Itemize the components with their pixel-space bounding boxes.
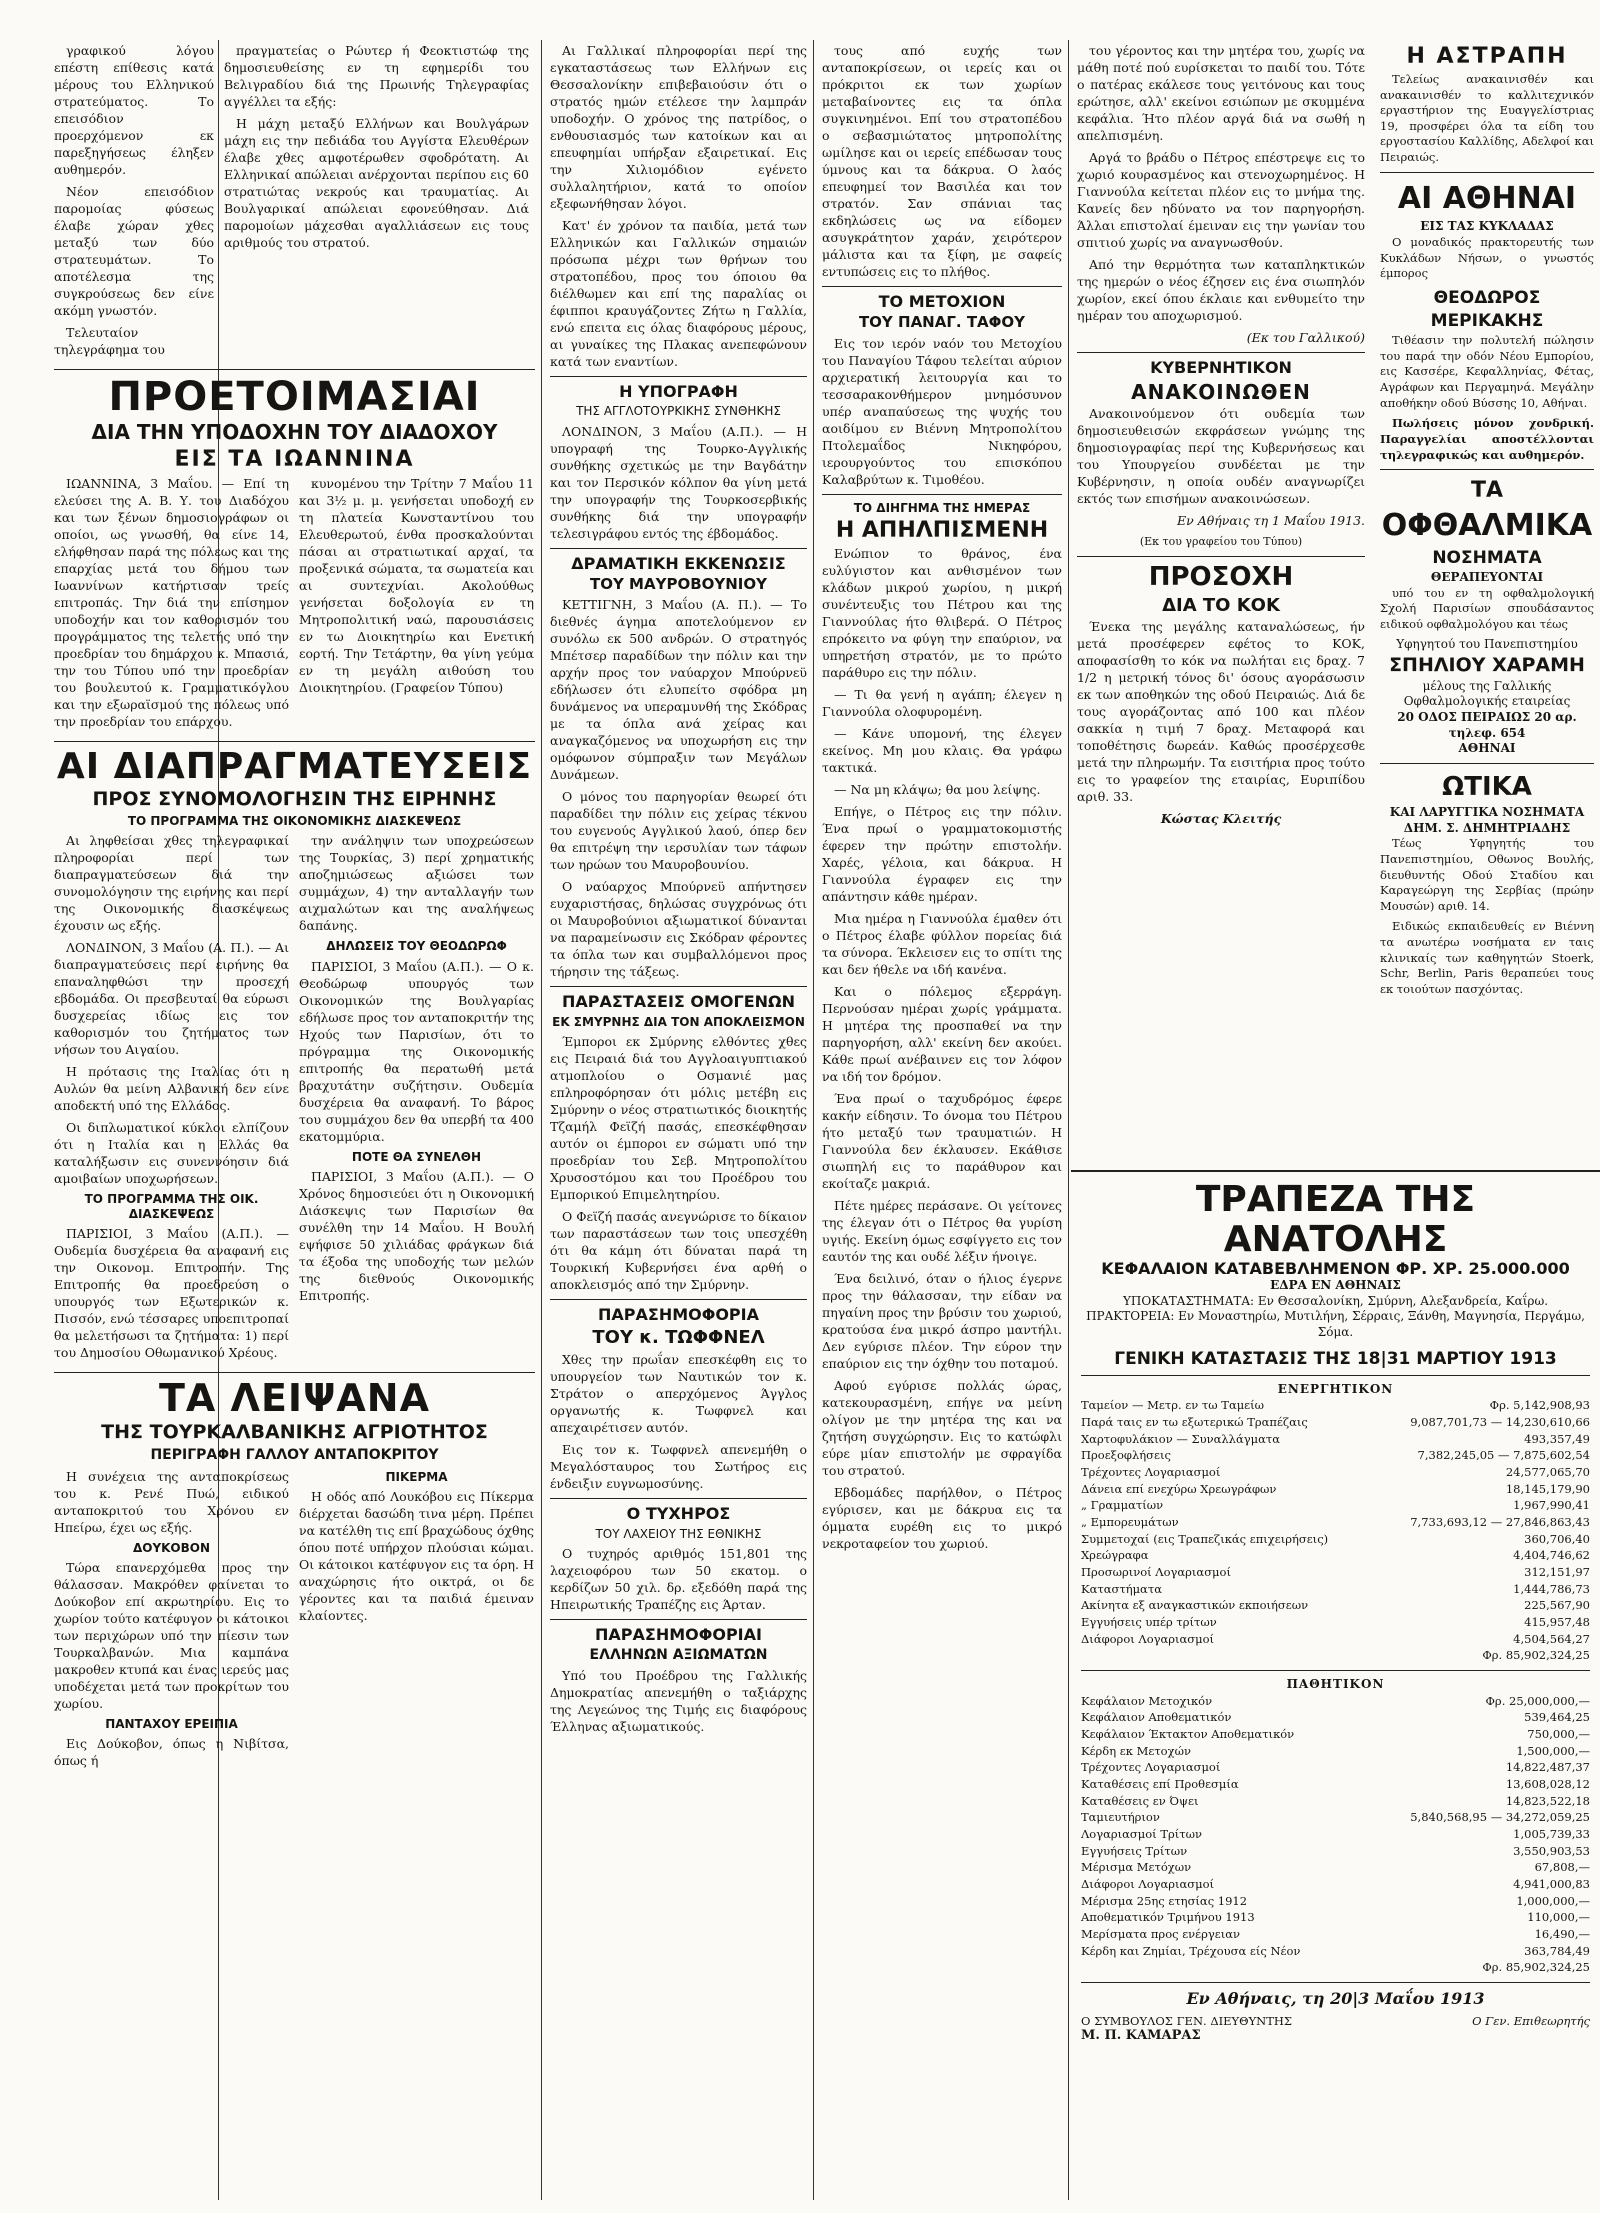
article-text: Εις τον κ. Τωφφνελ απενεμήθη ο Μεγαλόσταυρος του Σωτήρος εις ένδειξιν ευγνωμοσύνης.	[550, 1442, 807, 1492]
statement-row	[1081, 1793, 1590, 1810]
article-text: Μια ημέρα η Γιαννούλα έμαθεν ότι ο Πέτρος έλαβε φύλλον πορείας διά τα σύνορα. Έκλεισεν εις το σπίτι της και δεν ήθελε να ιδή κανένα.	[822, 911, 1062, 978]
article-text: Ένα δειλινό, όταν ο ήλιος έγερνε προς την θάλασσαν, την είδαν να πηγαίνη προς την βρύσιν του χωριού, κρατούσα ένα μικρό άσπρο μαντήλι. Δεν εγύρισε πλέον. Την εύρον την επαύριον εις την όχθην του ποταμού.	[822, 1271, 1062, 1372]
statement-row	[1081, 1859, 1590, 1876]
headline-preparations: ΠΡΟΕΤΟΙΜΑΣΙΑΙ	[108, 374, 481, 420]
statement-row	[1081, 1876, 1590, 1893]
row-value: 363,784,49	[1524, 1943, 1590, 1958]
subheadline: ΕΚ ΣΜΥΡΝΗΣ ΔΙΑ ΤΟΝ ΑΠΟΚΛΕΙΣΜΟΝ	[552, 1014, 805, 1029]
statement-row	[1081, 1481, 1590, 1498]
section-heading: ΠΑΡΑΣΗΜΟΦΟΡΙΑ	[598, 1305, 759, 1325]
subheadline: ΤΟΥ κ. ΤΩΦΦΝΕΛ	[592, 1326, 765, 1348]
signature: Κώστας Κλειτής	[1160, 810, 1282, 826]
article-text: Ενώπιον το θράνος, ένα ευλύγιστον και ανθισμένον των κλάδων μικρού χωρίου, η μικρή συνέντευξις του Πέτρου και της Γιαννούλας ήτο θλιβερά. Ο Πέτρος επρόκειτο να φύγη την επαύριον, να υπηρετήση στρατόν, με το πρώτο παράθυρο εις την πόλιν.	[822, 546, 1062, 681]
bank-statement	[1071, 1170, 1600, 2200]
column-2	[544, 42, 813, 2192]
section-heading: Ο ΤΥΧΗΡΟΣ	[626, 1504, 731, 1524]
row-label: Χαρτοφυλάκιον — Συναλλάγματα	[1081, 1431, 1280, 1446]
section-heading: ΔΟΥΚΟΒΟΝ	[132, 1540, 211, 1555]
section-heading: ΠΑΡΑΣΤΑΣΕΙΣ ΟΜΟΓΕΝΩΝ	[561, 992, 796, 1012]
article-text: Και ο πόλεμος εξερράγη. Περνούσαν ημέραι χωρίς γράμματα. Η μητέρα της προσπαθεί να την παρηγορήση, αλλ' εκείνη δεν ακούει. Κάθε πρωί ανέβαινεν εις τον λόφον να ιδή τον δρόμον.	[822, 984, 1062, 1085]
subheadline: ΤΟ ΠΡΟΓΡΑΜΜΑ ΤΗΣ ΟΙΚΟΝΟΜΙΚΗΣ ΔΙΑΣΚΕΨΕΩΣ	[127, 813, 462, 828]
ad-text: Τέως Υφηγητής του Πανεπιστημίου, Οθωνος Βουλής, διευθυντής Οδού Σταδίου και Καραγεώργη της Σερβίας (πρώην Μουσών) αριθ. 14.	[1380, 836, 1594, 913]
ad-name: ΣΠΗΛΙΟΥ ΧΑΡΑΜΗ	[1389, 654, 1585, 677]
statement-row	[1081, 1809, 1590, 1826]
article-text: ΛΟΝΔΙΝΟΝ, 3 Μαΐου (Α. Π.). — Αι διαπραγματεύσεις περί ειρήνης θα επαναληφθώσι την προσεχή εβδομάδα. Οι πρεσβευταί θα εύρωσι δυσχερείας ιδίως εις τον καθορισμόν του ζητήματος των νήσων του Αιγαίου.	[54, 940, 289, 1058]
row-label: Κεφάλαιον Μετοχικόν	[1081, 1693, 1213, 1708]
article-text: Εβδομάδες παρήλθον, ο Πέτρος εγύρισεν, και με δάκρυα εις τα όμματα ευρέθη εις το μικρό νεκροταφείον του χωριού.	[822, 1485, 1062, 1552]
statement-row	[1081, 1447, 1590, 1464]
row-value: 110,000,—	[1527, 1910, 1590, 1925]
subheadline: ΤΗΣ ΤΟΥΡΚΑΛΒΑΝΙΚΗΣ ΑΓΡΙΟΤΗΤΟΣ	[101, 1421, 488, 1443]
bank-seat: ΕΔΡΑ ΕΝ ΑΘΗΝΑΙΣ	[1270, 1278, 1401, 1293]
row-label: Ταμιευτήριον	[1081, 1810, 1160, 1825]
statement-row	[1081, 1647, 1590, 1664]
bank-agencies: ΠΡΑΚΤΟΡΕΙΑ: Εν Μοναστηρίω, Μυτιλήνη, Σέρραις, Ξάνθη, Μαγνησία, Περγάμω, Σόμα.	[1086, 1309, 1585, 1339]
article-text: Ένεκα της μεγάλης καταναλώσεως, ήν μετά προσέφερεν εφέτος το ΚΟΚ, αποφασίσθη το κόκ να πωλήται εις δραχ. 7 1/2 η μετρική τόνος δι' όσους αγοράσωσιν εκ των αποθηκών της οδού Πειραιώς. Διά δε τους αγοράζοντας από 100 και πλέον σακκία η τιμή 7 δραχ. Μεταφορά και τοποθέτησις δωρεάν. Καθώς προσέρχεσθε μετά την πληρωμήν. Τα εισιτήρια προς τούτο εις το γραφείον της εταιρίας, Ευριπίδου αριθ. 33.	[1077, 618, 1365, 804]
headline-negotiations: ΑΙ ΔΙΑΠΡΑΓΜΑΤΕΥΣΕΙΣ	[56, 746, 533, 788]
ad-subtitle: ΘΕΡΑΠΕΥΟΝΤΑΙ	[1430, 569, 1544, 584]
row-value: 14,822,487,37	[1505, 1760, 1590, 1775]
statement-row	[1081, 1614, 1590, 1631]
subheadline: ΤΟΥ ΠΑΝΑΓ. ΤΑΦΟΥ	[858, 313, 1026, 332]
subheadline: ΔΙΑ ΤΗΝ ΥΠΟΔΟΧΗΝ ΤΟΥ ΔΙΑΔΟΧΟΥ	[91, 420, 498, 444]
bank-status-title: ΓΕΝΙΚΗ ΚΑΤΑΣΤΑΣΙΣ ΤΗΣ 18|31 ΜΑΡΤΙΟΥ 1913	[1114, 1348, 1557, 1369]
row-value: 1,967,990,41	[1513, 1498, 1590, 1513]
article-text: του γέροντος και την μητέρα του, χωρίς να μάθη ποτέ πού ευρίσκεται το παιδί του. Τότε ο πατέρας εκάλεσε τους γειτόνους και τους ερώτησε, αλλ' εκείνοι εσιώπων με σκυμμένα κεφάλια. Ήτο πλέον αργά διά να σωθή η απελπισμένη.	[1077, 43, 1365, 143]
row-label: Τρέχοντες Λογαριασμοί	[1081, 1464, 1221, 1479]
statement-row	[1081, 1431, 1590, 1448]
ad-text: υπό του εν τη οφθαλμολογική Σχολή Παρισίων σπουδάσαντος ειδικού οφθαλμολόγου και τέως	[1380, 585, 1594, 631]
article-text: ΠΑΡΙΣΙΟΙ, 3 Μαΐου (Α.Π.). — Ο Χρόνος δημοσιεύει ότι η Οικονομική Διάσκεψις των Παρισίων θα συνέλθη την 14 Μαΐου. Η Βουλή εψήφισε 50 χιλιάδας φράγκων διά τα έξοδα της υποδοχής των μελών της διεθνούς Οικονομικής Επιτροπής.	[299, 1169, 534, 1304]
row-value: 4,941,000,83	[1513, 1876, 1590, 1891]
statement-row	[1081, 1943, 1590, 1960]
dateline: Εν Αθήναις τη 1 Μαΐου 1913.	[1177, 513, 1365, 529]
article-text: Αργά το βράδυ ο Πέτρος επέστρεψε εις το χωριό κουρασμένος και στενοχωρημένος. Η Γιαννούλα κείτεται πλέον εις το μνήμα της. Κανείς δεν ηδύνατο να τον παρηγορήση. Άλλαι επιστολαί έμειναν εις την γωνίαν του σπιτιού χωρίς να αναγνωσθούν.	[1077, 150, 1365, 250]
article-text: Οι διπλωματικοί κύκλοι ελπίζουν ότι η Ιταλία και η Ελλάς θα καταλήξωσιν εις συνεννόησιν διά αμοιβαίων υποχωρήσεων.	[54, 1120, 289, 1187]
article-text: — Τι θα γενή η αγάπη; έλεγεν η Γιαννούλα ολοφυρομένη.	[822, 687, 1062, 720]
ad-subtitle: ΝΟΣΗΜΑΤΑ	[1432, 547, 1542, 568]
row-label: Κέρδη και Ζημίαι, Τρέχουσα είς Νέον	[1081, 1943, 1301, 1958]
headline-remains: ΤΑ ΛΕΙΨΑΝΑ	[159, 1376, 430, 1421]
statement-row	[1081, 1547, 1590, 1564]
bank-date: Εν Αθήναις, τη 20|3 Μαΐου 1913	[1186, 1988, 1485, 2008]
article-text: — Κάνε υπομονή, της έλεγεν εκείνος. Μη μου κλαις. Θα γράφω τακτικά.	[822, 726, 1062, 776]
article-text: Αι Γαλλικαί πληροφορίαι περί της εγκαταστάσεως των Ελλήνων εις Θεσσαλονίκην επιβεβαιούσιν ότι ο στρατός ημών ετέλεσε την λαμπράν υποδοχήν. Ο χρόνος της πατρίδος, ο ενθουσιασμός των κατοίκων και αι επευφημίαι υπήρξαν εξαιρετικαί. Εις την Χιλιομόδιον εγένετο συλλαλητήριον, κατά το οποίον εξεφωνήθησαν λόγοι.	[550, 43, 807, 211]
article-text: ΚΕΤΤΙΓΝΗ, 3 Μαΐου (Α. Π.). — Το διεθνές άγημα αποτελούμενον εν συνόλω εκ 500 ανδρών. Ο στρατηγός Μπέτσερ παραδίδων την πόλιν και την αρχήν προς τον ναύαρχον Μπούρνεϋ εδήλωσεν ότι ελυπείτο σφόδρα μη δυνάμενος να υπεραμυνθή της Σκόδρας με τα όπλα ανά χείρας και αναγκαζόμενος να υποχωρήση εις την ομόφωνον σύμπραξιν των Μεγάλων Δυνάμεων.	[550, 597, 807, 783]
statement-row	[1081, 1464, 1590, 1481]
row-value: 360,706,40	[1524, 1531, 1590, 1546]
row-value: 1,500,000,—	[1516, 1743, 1590, 1758]
statement-row	[1081, 1776, 1590, 1793]
ad-text: μέλους της Γαλλικής Οφθαλμολογικής εταιρείας	[1403, 678, 1571, 709]
statement-row	[1081, 1597, 1590, 1614]
ad-title: ΤΑ	[1470, 478, 1504, 504]
article-text: ΙΩΑΝΝΙΝΑ, 3 Μαΐου. — Επί τη ελεύσει της Α. Β. Υ. του Διαδόχου και των ξένων δημοσιογράφων οι οποίοι, ως γνωσθή, θα είνε 14, ελήφθησαν παρά της πόλεως και της επαρχίας μετά του δήμου των Ιωαννίνων κατήρτισαν τρείς επιτροπάς. Την διά την επίσημον υποδοχήν και τον καθορισμόν του προγράμματος της τελετής υπό την προεδρίαν του δημάρχου κ. Μπασιά, την του Τύπου υπό την προεδρίαν του βουλευτού κ. Γραμματικόγλου και την εξωραϊσμού της πόλεως υπό την προεδρίαν του επάρχου.	[54, 476, 289, 730]
row-value: Φρ. 25,000,000,—	[1485, 1693, 1590, 1708]
row-label: Καταστήματα	[1081, 1581, 1162, 1596]
row-label: Εγγυήσεις υπέρ τρίτων	[1081, 1614, 1217, 1629]
article-text: την ανάληψιν των υποχρεώσεων της Τουρκίας, 3) περί χρηματικής αποζημιώσεως αξιώσει των συμμάχων, 4) την ανταλλαγήν των αιχμαλώτων και της αναλήψεως δαπάνης.	[299, 833, 534, 934]
statement-row	[1081, 1743, 1590, 1760]
statement-row	[1081, 1531, 1590, 1548]
source-note: (Εκ του Γαλλικού)	[1246, 330, 1365, 345]
statement-row	[1081, 1581, 1590, 1598]
row-value: 225,567,90	[1524, 1598, 1590, 1613]
ad-title: Η ΑΣΤΡΑΠΗ	[1406, 44, 1568, 69]
ad-text: Τιθέασιν την πολυτελή πώλησιν του παρά την οδόν Νέου Εμπορίου, εις Κασσέρε, Κεφαλληνίας, Φέτας, Αγράφων και Περγαμηνά. Μεγάλην αποθήκην οδού Βύσσης 10, Αθήναι.	[1380, 333, 1594, 410]
story-title: Η ΑΠΗΛΠΙΣΜΕΝΗ	[835, 518, 1049, 544]
section-heading: Η ΥΠΟΓΡΑΦΗ	[619, 382, 738, 401]
assets-table	[1081, 1397, 1590, 1664]
statement-row	[1081, 1397, 1590, 1414]
row-label: Προεξοφλήσεις	[1081, 1448, 1171, 1463]
article-text: Αφού εγύρισε πολλάς ώρας, κατεκουρασμένη, επήγε να μείνη ολίγον με την μητέρα της και να ζητήση συγχώρησιν. Εις το κατώφλι εύρε μίαν επιστολήν με σφραγίδα του στρατού.	[822, 1378, 1062, 1479]
row-label: Ακίνητα εξ αναγκαστικών εκποιήσεων	[1081, 1598, 1309, 1613]
section-heading: ΠΑΡΑΣΗΜΟΦΟΡΙΑΙ	[595, 1625, 762, 1645]
row-value: 4,504,564,27	[1513, 1631, 1590, 1646]
subheadline: ΑΝΑΚΟΙΝΩΘΕΝ	[1131, 380, 1311, 405]
row-label: Κέρδη εκ Μετοχών	[1081, 1743, 1191, 1758]
ad-city: ΑΘΗΝΑΙ	[1458, 741, 1516, 756]
row-label: Διάφοροι Λογαριασμοί	[1081, 1631, 1215, 1646]
column-3	[816, 42, 1068, 2192]
row-label: Μέρισμα Μετόχων	[1081, 1860, 1192, 1875]
subheadline: ΤΟΥ ΜΑΥΡΟΒΟΥΝΙΟΥ	[589, 575, 767, 594]
row-value: 9,087,701,73 — 14,230,610,66	[1410, 1414, 1590, 1429]
article-text: Ο Φεϊζή πασάς ανεγνώρισε το δίκαιον των παραστάσεων των τοις υπεσχέθη ότι θα κάμη ότι δύναται παρά τη Τουρκική Κυβερνήσει ένα αρθή ο αποκλεισμός από την Σμύρνην.	[550, 1209, 807, 1293]
row-value: 415,957,48	[1524, 1614, 1590, 1629]
article-text: Εις τον ιερόν ναόν του Μετοχίου του Παναγίου Τάφου τελείται αύριον αρχιερατική λειτουργία και το τεσσαρακονθήμερον μνημόσυνον υπέρ αναπαύσεως της ψυχής του αοιδίμου εν Βιέννη Μητροπολίτου Πτολεμαΐδος Νικηφόρου, ιερουργούντος του επισκόπου Καλαβρύτων κ. Τιμοθέου.	[822, 335, 1062, 487]
statement-row	[1081, 1564, 1590, 1581]
article-text: Κατ' έν χρόνον τα παιδία, μετά των Ελληνικών και Γαλλικών σημαιών πρόσωπα μέχρι των θρήνων του στρατοπέδου, προς του όποιου θα διέλθωμεν και επί της παραλίας οι έφιπποι κραυγάζοντες Ζήτω η Γαλλία, ενώ επειτα εις όλας διαφόρους μέρους, αι γυναίκες της Πλακας ανεπεφώνουν κατά των εναντίων.	[550, 218, 807, 369]
row-value: 18,145,179,90	[1505, 1481, 1590, 1496]
row-value: 312,151,97	[1524, 1564, 1590, 1579]
statement-row	[1081, 1709, 1590, 1726]
article-text: Η οδός από Λουκόβου εις Πίκερμα διέρχεται δασώδη τινα μέρη. Πρέπει να κατέλθη τις επί βραχώδους όχθης όπου ποτέ υπήρχον πλούσιαι κώμαι. Οι κάτοικοι κατέφυγον εις τα όρη. Η αναχώρησις ήτο οικτρά, οι δε γέροντες και τα παιδιά έμειναν κλαίοντες.	[299, 1489, 534, 1624]
row-label: Συμμετοχαί (εις Τραπεζικάς επιχειρήσεις)	[1081, 1531, 1329, 1546]
signatory-role: Ο ΣΥΜΒΟΥΛΟΣ ΓΕΝ. ΔΙΕΥΘΥΝΤΗΣ	[1081, 2013, 1293, 2028]
row-label: Ταμείον — Μετρ. εν τω Ταμείω	[1081, 1398, 1265, 1413]
statement-row	[1081, 1926, 1590, 1943]
row-value: 1,444,786,73	[1513, 1581, 1590, 1596]
liabilities-heading: ΠΑΘΗΤΙΚΟΝ	[1286, 1676, 1385, 1691]
article-text: τους από ευχής των ανταποκρίσεων, οι ιερείς και οι πρόκριτοι εκ των χωρίων μεταβαίνοντες εις τα όπλα συγκινημένοι. Επί του στρατοπέδου ο σεβασμιώτατος μητροπολίτης ωμίλησε και οι ιερείς επέδωσαν τους ύμνους και τα δάκρυα. Ο λαός επευφημεί τον Βασιλέα και τον στρατόν. Σαν σπάνιαι τας εκδηλώσεις ως να είδομεν ασυγκράτητον χαράν, χειρότερον μάλιστα και τα ξίφη, με σαφείς εντυπώσεις εις το πλήθος.	[822, 43, 1062, 279]
ad-text: Πωλήσεις μόνον χονδρική. Παραγγελίαι αποστέλλονται τηλεγραφικώς και αυθημερόν.	[1380, 416, 1594, 462]
article-text: Επήγε, ο Πέτρος εις την πόλιν. Ένα πρωί ο γραμματοκομιστής έφερεν την πρώτην επιστολήν. Χαρές, γέλοια, και δάκρυα. Η Γιαννούλα έγραφεν εις την απάντησιν κάθε ημέραν.	[822, 804, 1062, 905]
signatory-name: Μ. Π. ΚΑΜΑΡΑΣ	[1081, 2027, 1201, 2043]
article-text: Ο τυχηρός αριθμός 151,801 της λαχειοφόρου των 50 εκατομ. ο κερδίζων 50 χιλ. δρ. εξεδόθη παρά της Ηπειρωτικής Τραπέζης εις Άρταν.	[550, 1546, 807, 1613]
row-label: Δάνεια επί ενεχύρω Χρεωγράφων	[1081, 1481, 1277, 1496]
article-text: Χθες την πρωΐαν επεσκέφθη εις το υπουργείον των Ναυτικών τον κ. Στράτον ο απερχόμενος Άγγλος οργανωτής κ. Τωφφνελ και απεχαιρέτισεν αυτόν.	[550, 1352, 807, 1436]
statement-row	[1081, 1414, 1590, 1431]
row-value: 5,840,568,95 — 34,272,059,25	[1410, 1810, 1590, 1825]
bank-capital: ΚΕΦΑΛΑΙΟΝ ΚΑΤΑΒΕΒΛΗΜΕΝΟΝ ΦΡ. ΧΡ. 25.000.000	[1101, 1259, 1570, 1279]
subheadline: ΠΕΡΙΓΡΑΦΗ ΓΑΛΛΟΥ ΑΝΤΑΠΟΚΡΙΤΟΥ	[150, 1446, 439, 1463]
subheadline: ΕΙΣ ΤΑ ΙΩΑΝΝΙΝΑ	[174, 447, 415, 472]
article-text: πραγματείας ο Ρώυτερ ή Φεοκτιστώφ της δημοσιευθείσης εν τη εφημερίδι του Βελιγραδίου διά της Πρωινής Τηλεγραφίας αγγέλλει τα εξής:	[224, 43, 529, 109]
article-text: ΠΑΡΙΣΙΟΙ, 3 Μαΐου (Α.Π.). — Ο κ. Θεοδώρωφ υπουργός των Οικονομικών της Βουλγαρίας εδήλωσε προς τον ανταποκριτήν της Ηχούς των Παρισίων, ότι το πρόγραμμα της Οικονομικής επιτροπής θα περατωθή μετά βραχυτάτην συζήτησιν. Ουδεμία δυσχέρεια θα αναφανή. Το βάρος του συμμάχου δεν θα υπερβή τα 400 εκατομμύρια.	[299, 958, 534, 1144]
article-text: Ένα πρωί ο ταχυδρόμος έφερε κακήν είδησιν. Το όνομα του Πέτρου ήτο μεταξύ των τραυματιών. Η Γιαννούλα δεν έκλαυσεν. Εκάθισε σιωπηλή εις το παράθυρον και εκοίταζε μακριά.	[822, 1091, 1062, 1192]
ad-address: 20 ΟΔΟΣ ΠΕΙΡΑΙΩΣ 20 αρ. τηλεφ. 654	[1397, 710, 1577, 740]
article-text: ΠΑΡΙΣΙΟΙ, 3 Μαΐου (Α.Π.). — Ουδεμία δυσχέρεια θα αναφανή εις την Οικονομ. Επιτροπήν. Της Επιτροπής θα προεδρεύση ο υπουργός των Εξωτερικών κ. Πισσόν, ενώ τέσσαρες υποεπιτροπαί θα μελετήσωσι τα ζητήματα: 1) περί του Δημοσίου Οθωμανικού Χρέους.	[54, 1226, 289, 1361]
article-text: Ανακοινούμενον ότι ουδεμία των δημοσιευθεισών εκφράσεων γνώμης της δημοσιογραφίας περί της Κυβερνήσεως και του Υπουργείου συνδέεται με την Κυβέρνησιν, η οποία ουδέν αναγνωρίζει εκτός των επισήμων ανακοινώσεων.	[1077, 406, 1365, 507]
row-value: 16,490,—	[1534, 1926, 1590, 1941]
row-value: 13,608,028,12	[1505, 1776, 1590, 1791]
article-text: Έμποροι εκ Σμύρνης ελθόντες χθες εις Πειραιά διά του Αγγλοαιγυπτιακού ατμοπλοίου ο Οσμανιέ μας επληροφόρησαν ότι μόλις μετέβη εις Σμύρνην ο νέος στρατιωτικός διοικητής Τζαμήλ Φεϊζή πασάς, επεσκέφθησαν αυτόν οι έμποροι εν σώματι υπό την προεδρίαν του Σεβ. Μητροπολίτου Χρυσοστόμου και του Προέδρου του Εμπορικού Επιμελητηρίου.	[550, 1034, 807, 1203]
row-label: Τρέχοντες Λογαριασμοί	[1081, 1760, 1221, 1775]
row-value: 67,808,—	[1534, 1860, 1590, 1875]
statement-row	[1081, 1959, 1590, 1976]
assets-heading: ΕΝΕΡΓΗΤΙΚΟΝ	[1277, 1381, 1394, 1396]
column-rule	[541, 40, 542, 2200]
ad-title: ΩΤΙΚΑ	[1442, 771, 1532, 802]
statement-row	[1081, 1843, 1590, 1860]
statement-row	[1081, 1726, 1590, 1743]
row-label: Κεφάλαιον Αποθεματικόν	[1081, 1710, 1232, 1725]
row-value: 1,000,000,—	[1516, 1893, 1590, 1908]
row-value: 539,464,25	[1524, 1710, 1590, 1725]
row-label: Καταθέσεις επί Προθεσμία	[1081, 1776, 1239, 1791]
ad-subtitle: ΚΑΙ ΛΑΡΥΓΓΙΚΑ ΝΟΣΗΜΑΤΑ	[1389, 805, 1585, 820]
row-value: Φρ. 85,902,324,25	[1482, 1648, 1590, 1663]
bank-branches: ΥΠΟΚΑΤΑΣΤΗΜΑΤΑ: Εν Θεσσαλονίκη, Σμύρνη, Αλεξανδρεία, Καΐρω.	[1122, 1293, 1549, 1308]
row-label: Προσωρινοί Λογαριασμοί	[1081, 1564, 1231, 1579]
ad-name: ΔΗΜ. Σ. ΔΗΜΗΤΡΙΑΔΗΣ	[1403, 820, 1571, 835]
section-label: ΤΟ ΔΙΗΓΗΜΑ ΤΗΣ ΗΜΕΡΑΣ	[853, 500, 1031, 515]
statement-row	[1081, 1631, 1590, 1648]
row-value: 750,000,—	[1527, 1726, 1590, 1741]
section-heading: ΤΟ ΜΕΤΟΧΙΟΝ	[878, 292, 1006, 311]
ad-text: Τελείως ανακαινισθέν και ανακαινισθέν το καλλιτεχνικόν εργαστήριον της Ευαγγελίστριας 19, προσφέρει όλα τα είδη του εργοστασίου Καλλίδης, Αδελφοί και Πειραιώς.	[1380, 71, 1594, 165]
article-text: Η μάχη μεταξύ Ελλήνων και Βουλγάρων μάχη εις την πεδιάδα του Αγγίστα Ελευθέρων έλαβε χθες αμφοτέρωθεν σφοδρότατη. Αι Ελληνικαί απώλειαι ανέρχονται περίπου εις 60 στρατιώτας νεκρούς και τραυματίας. Αι Βουλγαρικαί απώλειαι εφονεύθησαν. Διά παρομοίων μάχεσθαι αγαλλιάσεων εις τους αριθμούς του στρατού.	[224, 116, 529, 250]
statement-row	[1081, 1826, 1590, 1843]
statement-row	[1081, 1693, 1590, 1710]
article-text: Νέον επεισόδιον παρομοίας φύσεως έλαβε χώραν χθες μεταξύ των δύο στρατευμάτων. Το αποτέλεσμα της συγκρούσεως δεν είνε ακόμη γνωστόν.	[54, 184, 214, 318]
column-rule	[813, 40, 814, 2200]
row-label: „ Εμπορευμάτων	[1081, 1514, 1179, 1529]
section-heading: ΤΟ ΠΡΟΓΡΑΜΜΑ ΤΗΣ ΟΙΚ. ΔΙΑΣΚΕΨΕΩΣ	[84, 1192, 259, 1221]
article-text: Ο ναύαρχος Μπούρνεϋ απήντησεν ευχαριστήσας, δηλώσας συγχρόνως ότι οι Μαυροβούνιοι αξιωματικοί δύνανται να παραμείνωσιν εις Σκόδραν φέροντες τα όπλα των και συμβαλλόμενοι προς τήρησιν της τάξεως.	[550, 879, 807, 980]
signatory-role: Ο Γεν. Επιθεωρητής	[1472, 2013, 1590, 2028]
row-value: 493,357,49	[1524, 1431, 1590, 1446]
article-text: ΛΟΝΔΙΝΟΝ, 3 Μαΐου (Α.Π.). — Η υπογραφή της Τουρκο-Αγγλικής συνθήκης σχετικώς με την Βαγδάτην και τον Περσικόν κόλπον θα γίνη μετά την υπογραφήν της Τουρκοσερβικής συνθήκης διά την υπογραφήν τελεσιγράφου εντός της έβδομάδος.	[550, 423, 807, 541]
article-text: Η πρότασις της Ιταλίας ότι η Αυλών θα μείνη Αλβανική δεν είνε αποδεκτή υπό της Ελλάδος.	[54, 1064, 289, 1114]
bank-title: ΤΡΑΠΕΖΑ ΤΗΣ ΑΝΑΤΟΛΗΣ	[1195, 1179, 1476, 1260]
article-text: γραφικού λόγου επέστη επίθεσις κατά μέρους του Ελληνικού στρατεύματος. Το επεισόδιον προερχόμενον εκ παρεξηγήσεως έληξεν αυθημερόν.	[54, 43, 214, 177]
ad-text: Ο μοναδικός πρακτορευτής των Κυκλάδων Νήσων, ο γνωστός έμπορος	[1380, 235, 1594, 281]
section-heading: ΚΥΒΕΡΝΗΤΙΚΟΝ	[1150, 358, 1292, 377]
row-label: Εγγυήσεις Τρίτων	[1081, 1843, 1188, 1858]
row-value: 14,823,522,18	[1505, 1793, 1590, 1808]
row-label: Μερίσματα προς ενέργειαν	[1081, 1926, 1240, 1941]
article-text: Η συνέχεια της ανταποκρίσεως του κ. Ρενέ Πυώ, ειδικού ανταποκριτού του Χρόνου εν Ηπείρω, έχει ως εξής.	[54, 1468, 289, 1535]
statement-row	[1081, 1759, 1590, 1776]
statement-row	[1081, 1514, 1590, 1531]
ad-text: Ειδικώς εκπαιδευθείς εν Βιέννη τα ανωτέρω νοσήματα εν ταις κλινικαίς των καθηγητών Stoerk, Schr, Berlin, Paris θεραπεύει τους εκ τοιούτων πασχόντας.	[1380, 919, 1594, 996]
row-label: Αποθεματικόν Τριμήνου 1913	[1081, 1910, 1255, 1925]
article-text: κυνομένου την Τρίτην 7 Μαΐου 11 και 3½ μ. μ. γενήσεται υποδοχή εν τη πλατεία Κωνσταντίνου του Ελευθερωτού, ένθα προσκαλούνται πάσαι αι στρατιωτικαί αρχαί, τα προξενικά σώματα, τα σωματεία και αι συντεχνίαι. Ακολούθως γενήσεται δοξολογία εν τη Μητροπολιτική ναώ, παρουσιάσεις εν τω Διοικητηρίω και Ενετική εορτή. Την Τετάρτην, θα γίνη γεύμα εν τη μεγάλη αιθούση του Διοικητηρίου. (Γραφείον Τύπου)	[299, 476, 534, 696]
subheadline: ΠΡΟΣ ΣΥΝΟΜΟΛΟΓΗΣΙΝ ΤΗΣ ΕΙΡΗΝΗΣ	[92, 788, 497, 811]
row-label: Λογαριασμοί Τρίτων	[1081, 1826, 1202, 1841]
row-value: 1,005,739,33	[1513, 1826, 1590, 1841]
row-value: 4,404,746,62	[1513, 1548, 1590, 1563]
row-value: Φρ. 85,902,324,25	[1482, 1960, 1590, 1975]
article-text: Τελευταίον τηλεγράφημα του	[54, 325, 165, 357]
section-heading: ΔΡΑΜΑΤΙΚΗ ΕΚΚΕΝΩΣΙΣ	[571, 553, 786, 573]
article-text: Τώρα επανερχόμεθα προς την θάλασσαν. Μακρόθεν φαίνεται το Δούκοβον επί ακρωτηρίου. Εις το χωρίον τούτο κατέφυγον οι κάτοικοι των περιχώρων υπό την πίεσιν των Τουρκαλβανών. Μια καμπάνα μακροθεν κτυπά και ένας ιερεύς μας υποδέχεται μετά των προκρίτων του χωρίου.	[54, 1560, 289, 1712]
article-text: Πέτε ημέρες περάσανε. Οι γείτονες της έλεγαν ότι ο Πέτρος θα γυρίση υγιής. Εκείνη όμως εσφίγγετο εις τον εαυτόν της και ουδέ λέξιν ήνοιγε.	[822, 1198, 1062, 1265]
subheadline: ΤΟΥ ΛΑΧΕΙΟΥ ΤΗΣ ΕΘΝΙΚΗΣ	[595, 1526, 762, 1541]
column-1	[48, 42, 541, 2192]
ad-title: ΟΦΘΑΛΜΙΚΑ	[1381, 508, 1593, 544]
liabilities-table	[1081, 1693, 1590, 1976]
subheadline: ΤΗΣ ΑΓΓΛΟΤΟΥΡΚΙΚΗΣ ΣΥΝΘΗΚΗΣ	[576, 404, 781, 419]
row-label: Κεφάλαιον Έκτακτον Αποθεματικόν	[1081, 1726, 1295, 1741]
article-text: Υπό του Προέδρου της Γαλλικής Δημοκρατίας απενεμήθη ο ταξιάρχης της Λεγεώνος της Τιμής εις διαφόρους Έλληνας αξιωματικούς.	[550, 1667, 807, 1734]
ad-name: ΘΕΟΔΩΡΟΣ ΜΕΡΙΚΑΚΗΣ	[1430, 287, 1544, 332]
row-label: Διάφοροι Λογαριασμοί	[1081, 1876, 1215, 1891]
row-value: Φρ. 5,142,908,93	[1489, 1398, 1590, 1413]
section-heading: ΠΡΟΣΟΧΗ	[1148, 562, 1294, 593]
statement-row	[1081, 1909, 1590, 1926]
ad-subtitle: ΕΙΣ ΤΑΣ ΚΥΚΛΑΔΑΣ	[1420, 219, 1554, 234]
section-heading: ΠΙΚΕΡΜΑ	[385, 1469, 448, 1484]
row-value: 7,733,693,12 — 27,846,863,43	[1410, 1514, 1590, 1529]
ad-title: ΑΙ ΑΘΗΝΑΙ	[1397, 180, 1577, 216]
row-label: Καταθέσεις εν Όψει	[1081, 1793, 1199, 1808]
article-text: Ο μόνος του παρηγορίαν θεωρεί ότι παραδίδει την πόλιν εις χείρας τέκνου του ευγενούς Αγγλικού λαού, όπερ δεν θα επιτρέψη την ιερσυλίαν των τάφων των ηρώων του Μαυροβουνίου.	[550, 789, 807, 873]
column-rule	[1068, 40, 1069, 2200]
row-label: Χρεώγραφα	[1081, 1548, 1149, 1563]
subheadline: ΕΛΛΗΝΩΝ ΑΞΙΩΜΑΤΩΝ	[589, 1647, 768, 1664]
row-value: 3,550,903,53	[1513, 1843, 1590, 1858]
article-text: — Να μη κλάψω; θα μου λείψης.	[834, 782, 1041, 798]
row-value: 24,577,065,70	[1505, 1464, 1590, 1479]
row-label: „ Γραμματίων	[1081, 1498, 1164, 1513]
subheadline: ΔΙΑ ΤΟ ΚΟΚ	[1162, 594, 1280, 616]
section-heading: ΠΑΝΤΑΧΟΥ ΕΡΕΙΠΙΑ	[105, 1717, 238, 1732]
article-text: Αι ληφθείσαι χθες τηλεγραφικαί πληροφορίαι περί των διαπραγματεύσεων διά την συνομολόγησιν της ειρήνης και περί της Οικονομικής διασκέψεως έχουσιν ως εξής.	[54, 833, 289, 934]
source-note: (Εκ του γραφείου του Τύπου)	[1139, 535, 1303, 549]
section-heading: ΔΗΛΩΣΕΙΣ ΤΟΥ ΘΕΟΔΩΡΩΦ	[326, 939, 507, 954]
ad-text: Υφηγητού του Πανεπιστημίου	[1396, 637, 1578, 652]
statement-row	[1081, 1497, 1590, 1514]
statement-row	[1081, 1893, 1590, 1910]
row-value: 7,382,245,05 — 7,875,602,54	[1417, 1448, 1590, 1463]
article-text: Εις Δούκοβον, όπως η Νιβίτσα, όπως ή	[54, 1736, 289, 1769]
section-heading: ΠΟΤΕ ΘΑ ΣΥΝΕΛΘΗ	[351, 1149, 482, 1164]
row-label: Μέρισμα 25ης ετησίας 1912	[1081, 1893, 1248, 1908]
article-text: Από την θερμότητα των καταπληκτικών της ημερών ο νέος έζησεν εις ένα σιωπηλόν χωρίον, εκεί όπου έκλαιε και ενθυμείτο την ημέραν του αποχωρισμού.	[1077, 257, 1365, 323]
row-label: Παρά ταις εν τω εξωτερικώ Τραπέζαις	[1081, 1414, 1308, 1429]
